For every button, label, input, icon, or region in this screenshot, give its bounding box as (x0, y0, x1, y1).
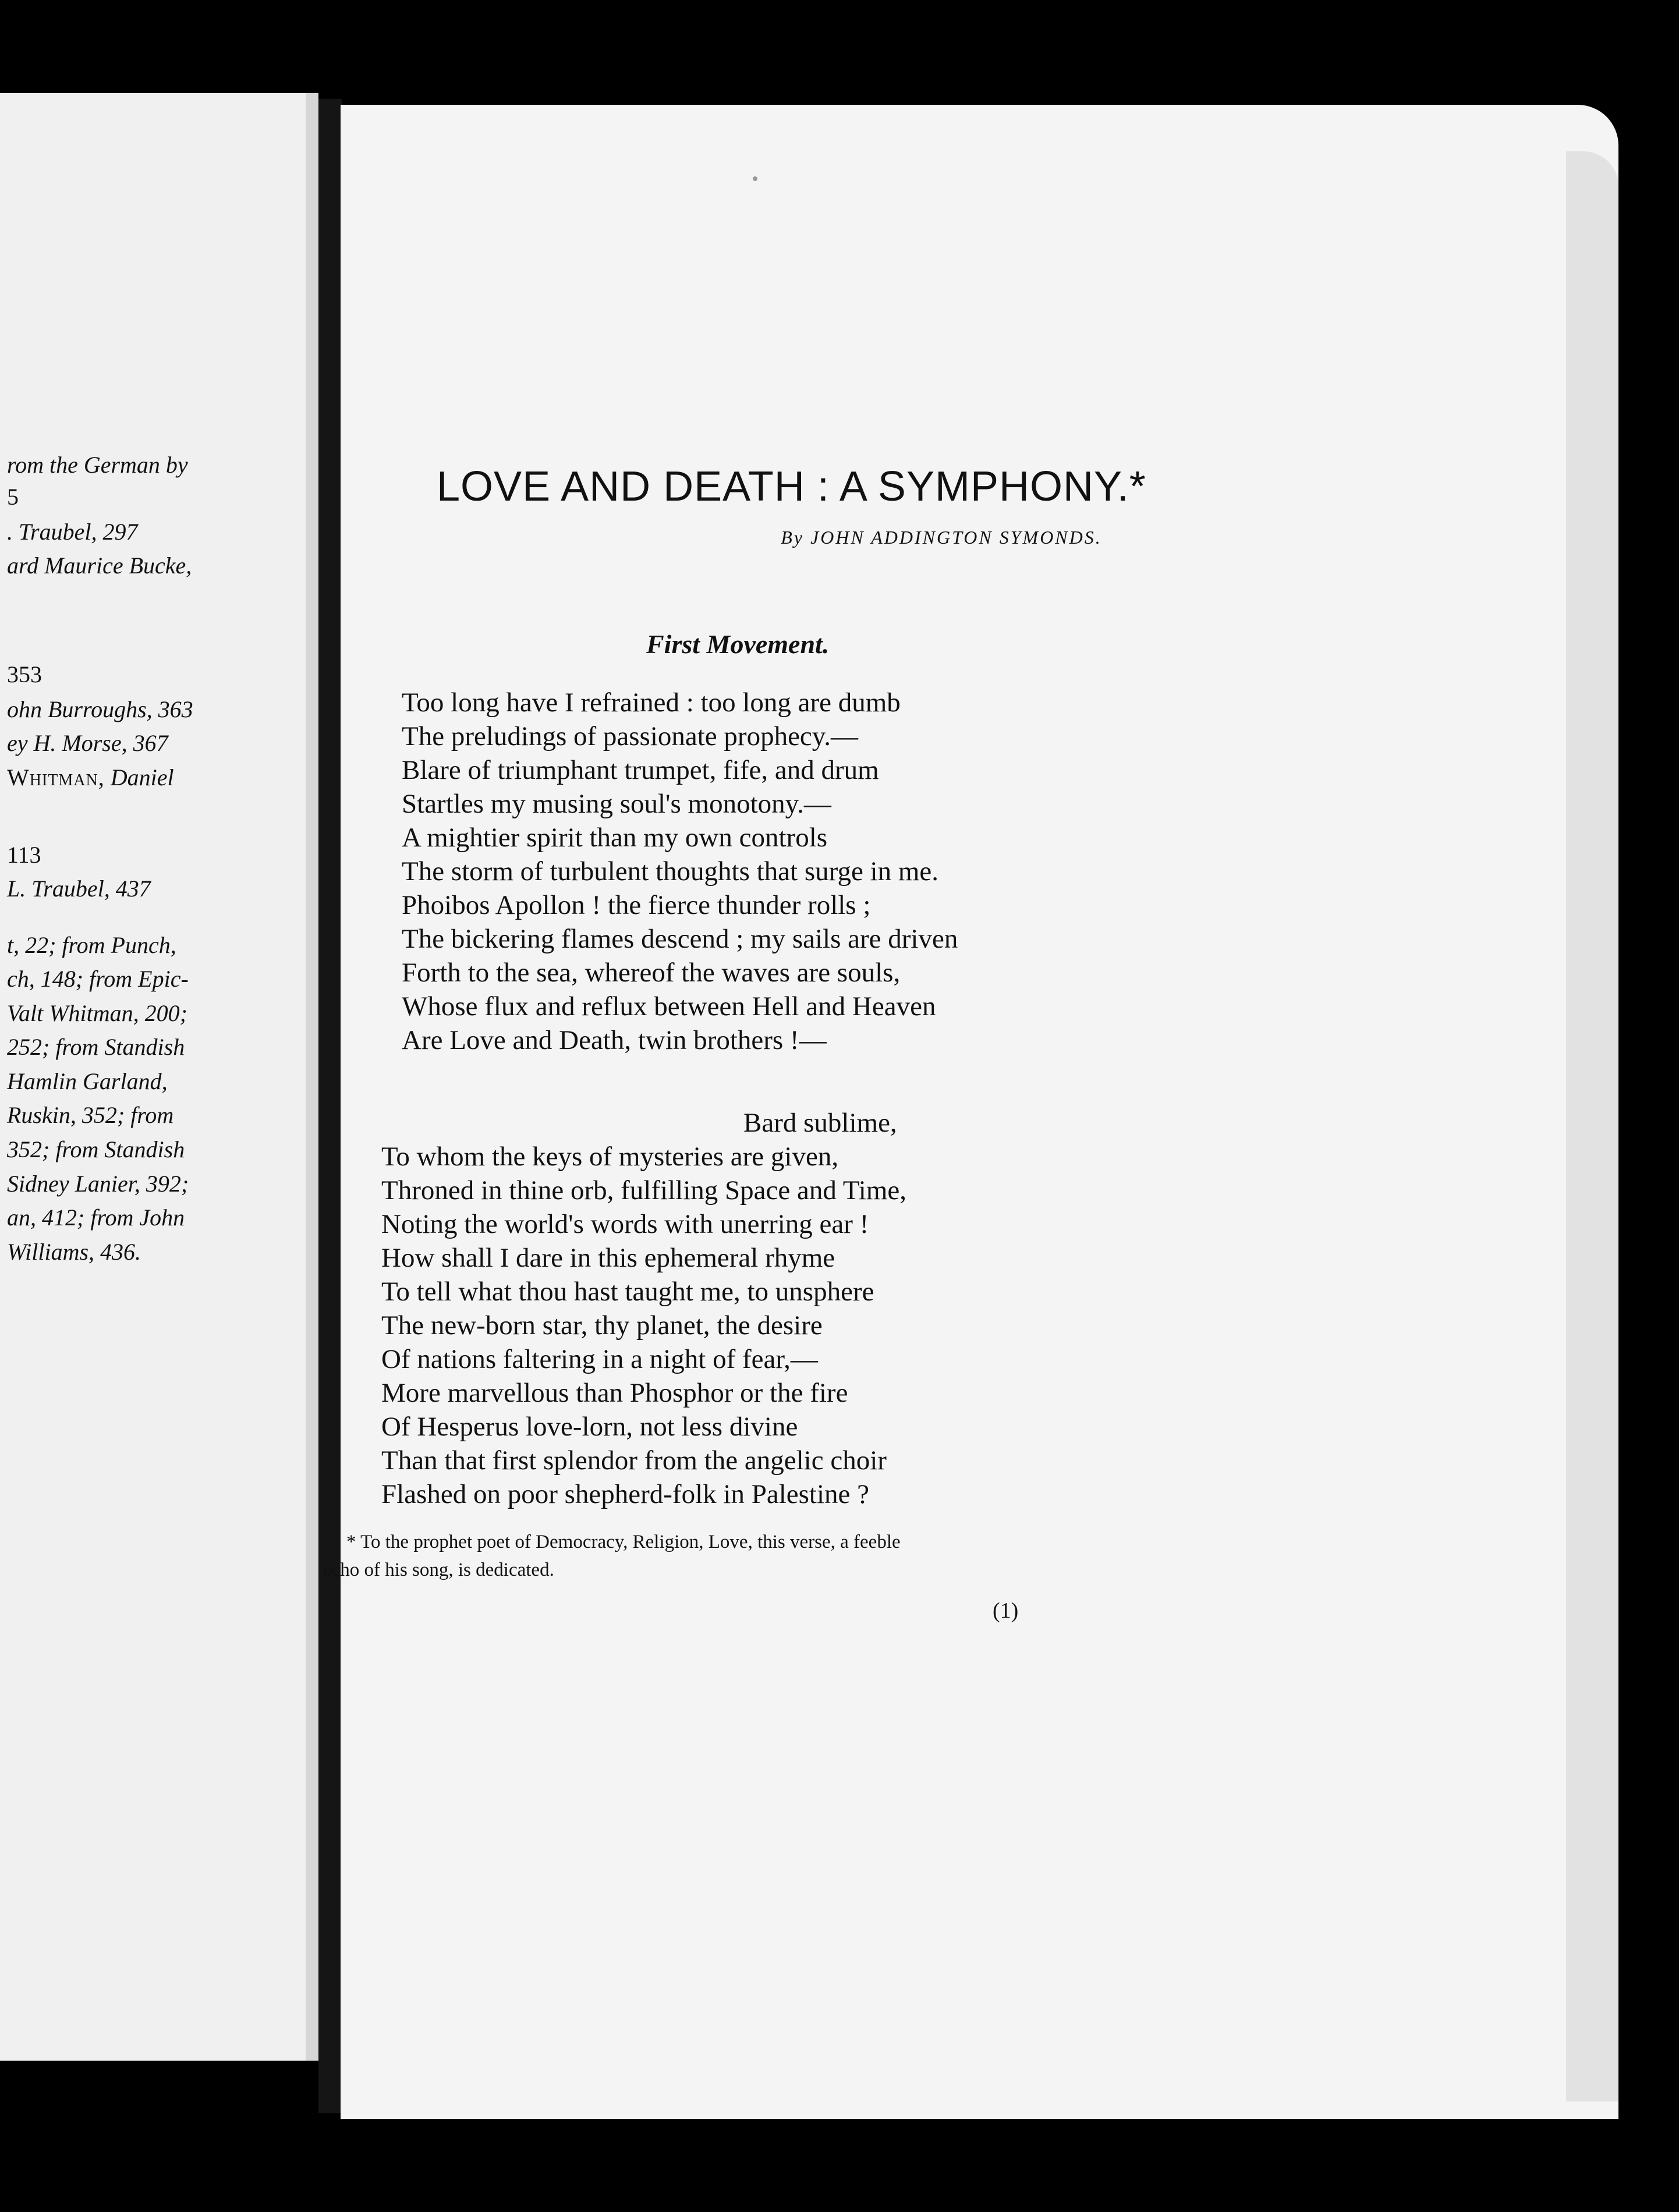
toc-line: Williams, 436. (7, 1239, 141, 1265)
verse-line: Startles my musing soul's monotony.— (402, 789, 831, 819)
toc-line: ard Maurice Bucke, (7, 552, 192, 579)
verse-line: Phoibos Apollon ! the fierce thunder rolls ; (402, 890, 871, 920)
stanza-first (402, 686, 1159, 1057)
toc-name-rest: Daniel (104, 764, 174, 790)
toc-line: t, 22; from Punch, (7, 932, 176, 958)
verse-line: The storm of turbulent thoughts that surge in me. (402, 856, 939, 887)
toc-line: 353 (7, 661, 42, 687)
verse-line: Flashed on poor shepherd-folk in Palestine ? (381, 1479, 869, 1509)
toc-line: rom the German by (7, 452, 188, 478)
toc-line: . Traubel, 297 (7, 519, 138, 545)
toc-line: ohn Burroughs, 363 (7, 696, 193, 722)
toc-line: Valt Whitman, 200; (7, 1000, 187, 1026)
toc-line: 352; from Standish (7, 1136, 185, 1162)
verse-line: Than that first splendor from the angelic choir (381, 1445, 887, 1476)
verse-line-indented (381, 1106, 1138, 1140)
toc-line: 113 (7, 842, 41, 868)
toc-line: an, 412; from John (7, 1204, 185, 1231)
verse-line: Forth to the sea, whereof the waves are souls, (402, 958, 901, 988)
verse-line: More marvellous than Phosphor or the fire (381, 1378, 848, 1408)
verse-line: Are Love and Death, twin brothers !— (402, 1025, 827, 1055)
page-number: (1) (993, 1598, 1019, 1623)
toc-line: ey H. Morse, 367 (7, 730, 168, 756)
author-byline: By JOHN ADDINGTON SYMONDS. (781, 527, 1102, 548)
verse-line: The preludings of passionate prophecy.— (402, 721, 858, 751)
contents-list (0, 93, 306, 2061)
toc-line: L. Traubel, 437 (7, 875, 151, 902)
verse-line: A mightier spirit than my own controls (402, 823, 828, 853)
paper-speck (753, 176, 757, 181)
toc-line: Ruskin, 352; from (7, 1102, 174, 1128)
verse-line: The bickering flames descend ; my sails are driven (402, 924, 958, 954)
verse-line: How shall I dare in this ephemeral rhyme (381, 1243, 835, 1273)
verse-line: Of nations faltering in a night of fear,— (381, 1344, 818, 1374)
poem-title: LOVE AND DEATH : A SYMPHONY.* (437, 463, 1146, 510)
verse-line: To whom the keys of mysteries are given, (381, 1142, 839, 1172)
footnote-line: echo of his song, is dedicated. (323, 1559, 554, 1580)
verse-line-text: Bard sublime, (743, 1108, 897, 1138)
verse-line: Of Hesperus love-lorn, not less divine (381, 1412, 798, 1442)
movement-heading: First Movement. (646, 629, 830, 659)
toc-line: 5 (7, 484, 19, 510)
footnote-line: * To the prophet poet of Democracy, Religion, Love, this verse, a feeble (346, 1532, 901, 1552)
verse-line: Blare of triumphant trumpet, fife, and drum (402, 755, 879, 785)
verse-line: The new-born star, thy planet, the desire (381, 1310, 823, 1341)
page-stack-edge (1566, 151, 1618, 2101)
left-page (0, 93, 306, 2061)
verse-line: Throned in thine orb, fulfilling Space and Time, (381, 1175, 907, 1206)
book-gutter (318, 99, 342, 2113)
toc-line: 252; from Standish (7, 1034, 185, 1060)
dedication-footnote (323, 1528, 1121, 1584)
toc-name-caps: Whitman, (7, 764, 105, 790)
verse-line: Whose flux and reflux between Hell and Heaven (402, 991, 936, 1022)
toc-line: Hamlin Garland, (7, 1068, 168, 1094)
verse-line: Noting the world's words with unerring ear ! (381, 1209, 869, 1239)
toc-line (7, 764, 306, 791)
toc-line: Sidney Lanier, 392; (7, 1171, 189, 1197)
verse-line: Too long have I refrained : too long are dumb (402, 687, 901, 718)
toc-line: ch, 148; from Epic- (7, 966, 189, 992)
verse-line: To tell what thou hast taught me, to unsphere (381, 1277, 874, 1307)
stanza-second (381, 1106, 1138, 1511)
left-page-edge (306, 93, 318, 2061)
